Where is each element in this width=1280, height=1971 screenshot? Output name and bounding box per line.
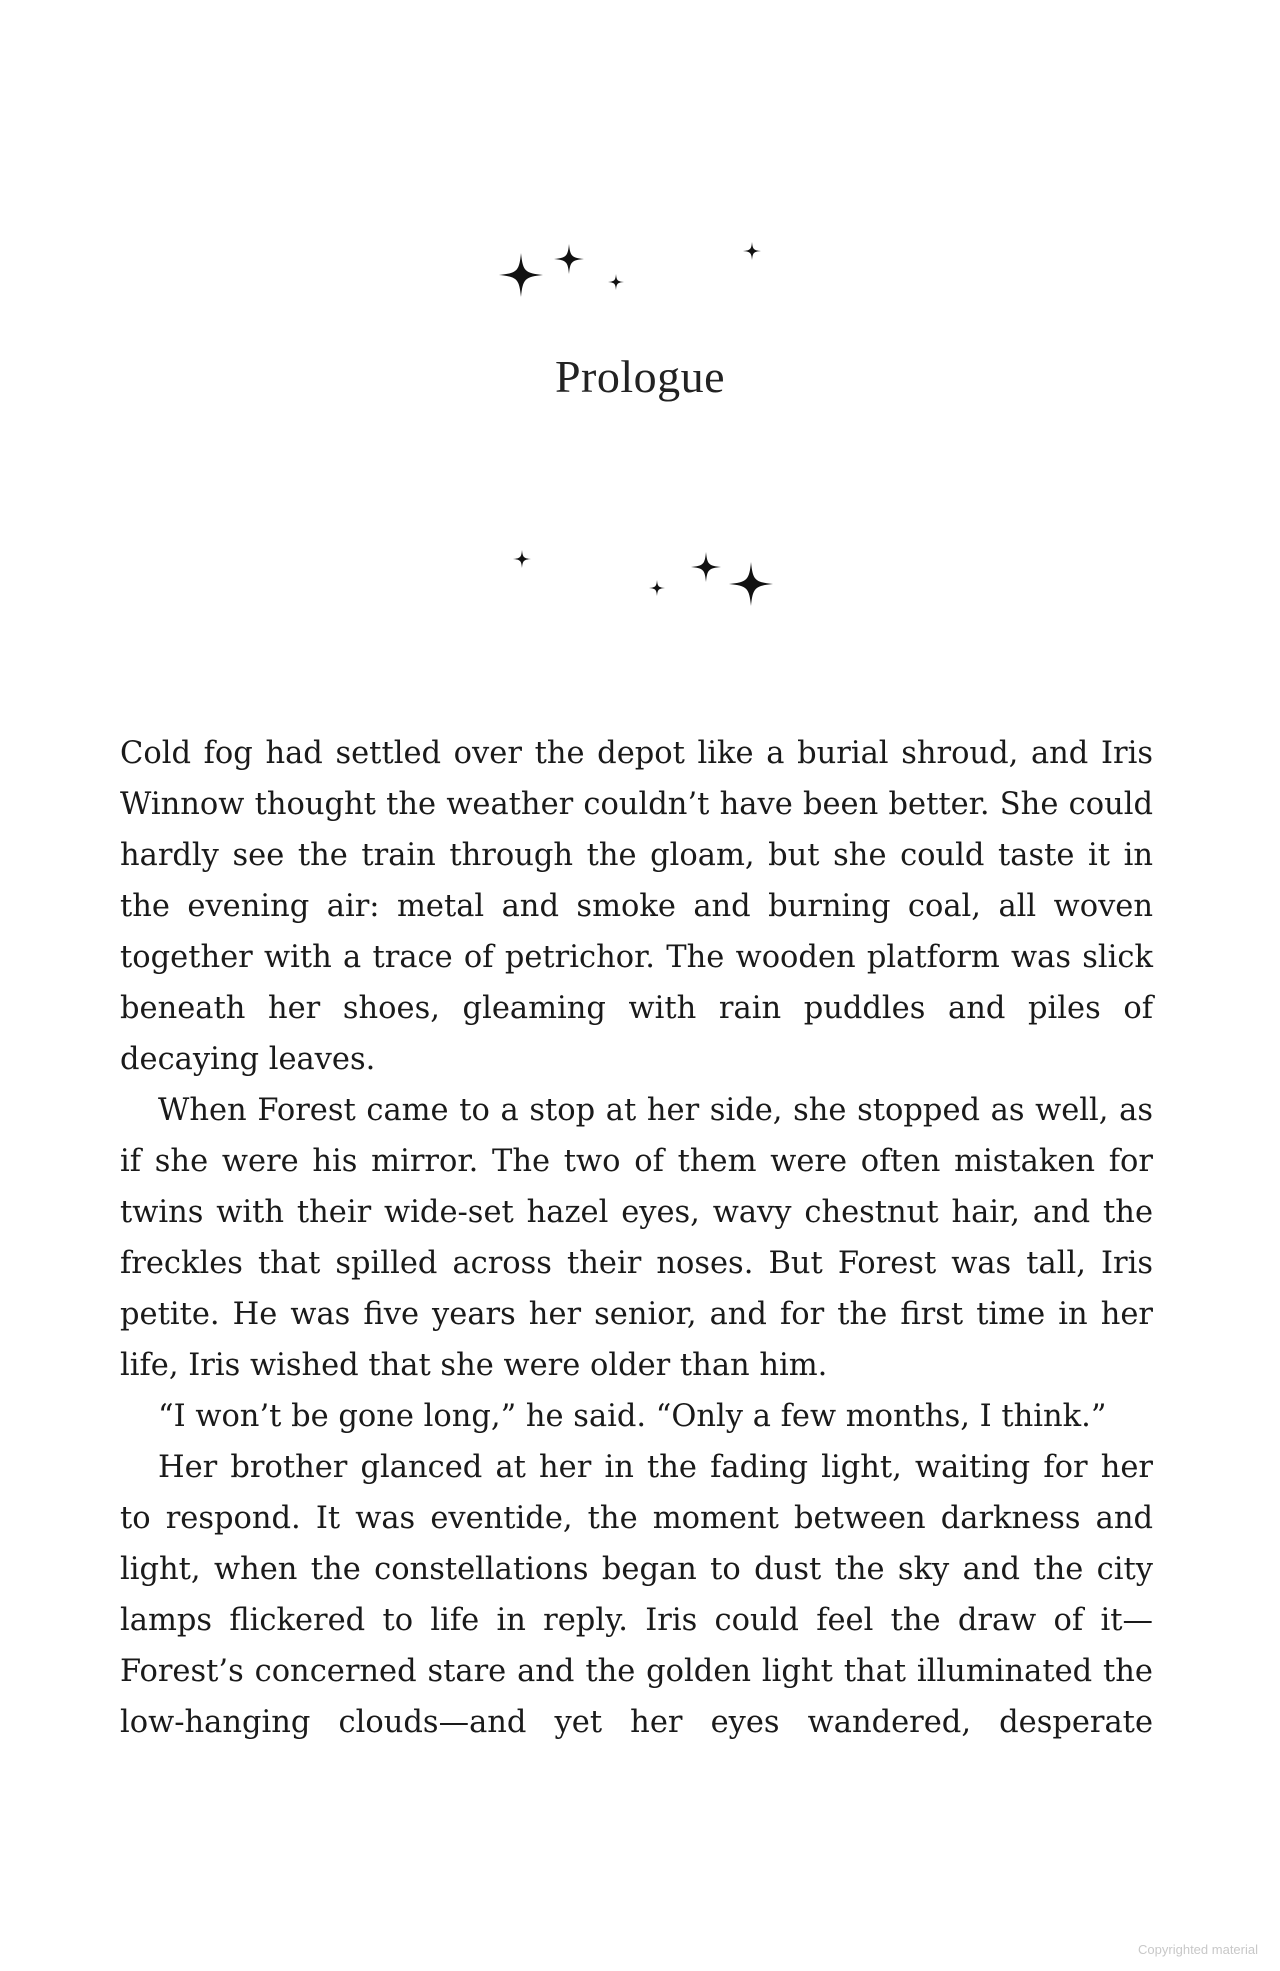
small-star-icon [513,550,531,568]
medium-star-icon [691,552,721,582]
body-text [120,728,1153,1748]
medium-star-icon [554,244,584,274]
star-cluster-bottom-icon [513,550,773,606]
paragraph: When Forest came to a stop at her side, she stopped as well, as if she were his mirror. The two of them were often mistaken for twins with their wide-set hazel eyes, wavy chestnut hair, and the freckles that spilled across their noses. But Forest was tall, Iris petite. He was five years her senior, and for the first time in her life, Iris wished that she were older than him. [120,1093,1153,1383]
large-star-icon [499,253,543,297]
chapter-title: Prologue [554,351,726,402]
small-star-icon [608,274,624,290]
paragraph: Her brother glanced at her in the fading light, waiting for her to respond. It was eventide, the moment between darkness and light, when the constellations began to dust the sky and the city lamps flickered to life in reply. Iris could feel the draw of it—Forest’s concerned stare and the golden light that illuminated the low-hanging clouds—and yet her eyes wandered, desperate [120,1450,1153,1740]
paragraph: “I won’t be gone long,” he said. “Only a few months, I think.” [158,1399,1107,1434]
copyright-watermark: Copyrighted material [1138,1942,1258,1957]
paragraph: Cold fog had settled over the depot like a burial shroud, and Iris Winnow thought the weather couldn’t have been better. She could hardly see the train through the gloam, but she could taste it in the evening air: metal and smoke and burning coal, all woven together with a trace of petrichor. The wooden platform was slick beneath her shoes, gleaming with rain puddles and piles of decaying leaves. [120,736,1153,1077]
small-star-icon [649,580,665,596]
large-star-icon [729,562,773,606]
small-star-icon [743,242,761,260]
star-cluster-top-icon [499,242,761,297]
